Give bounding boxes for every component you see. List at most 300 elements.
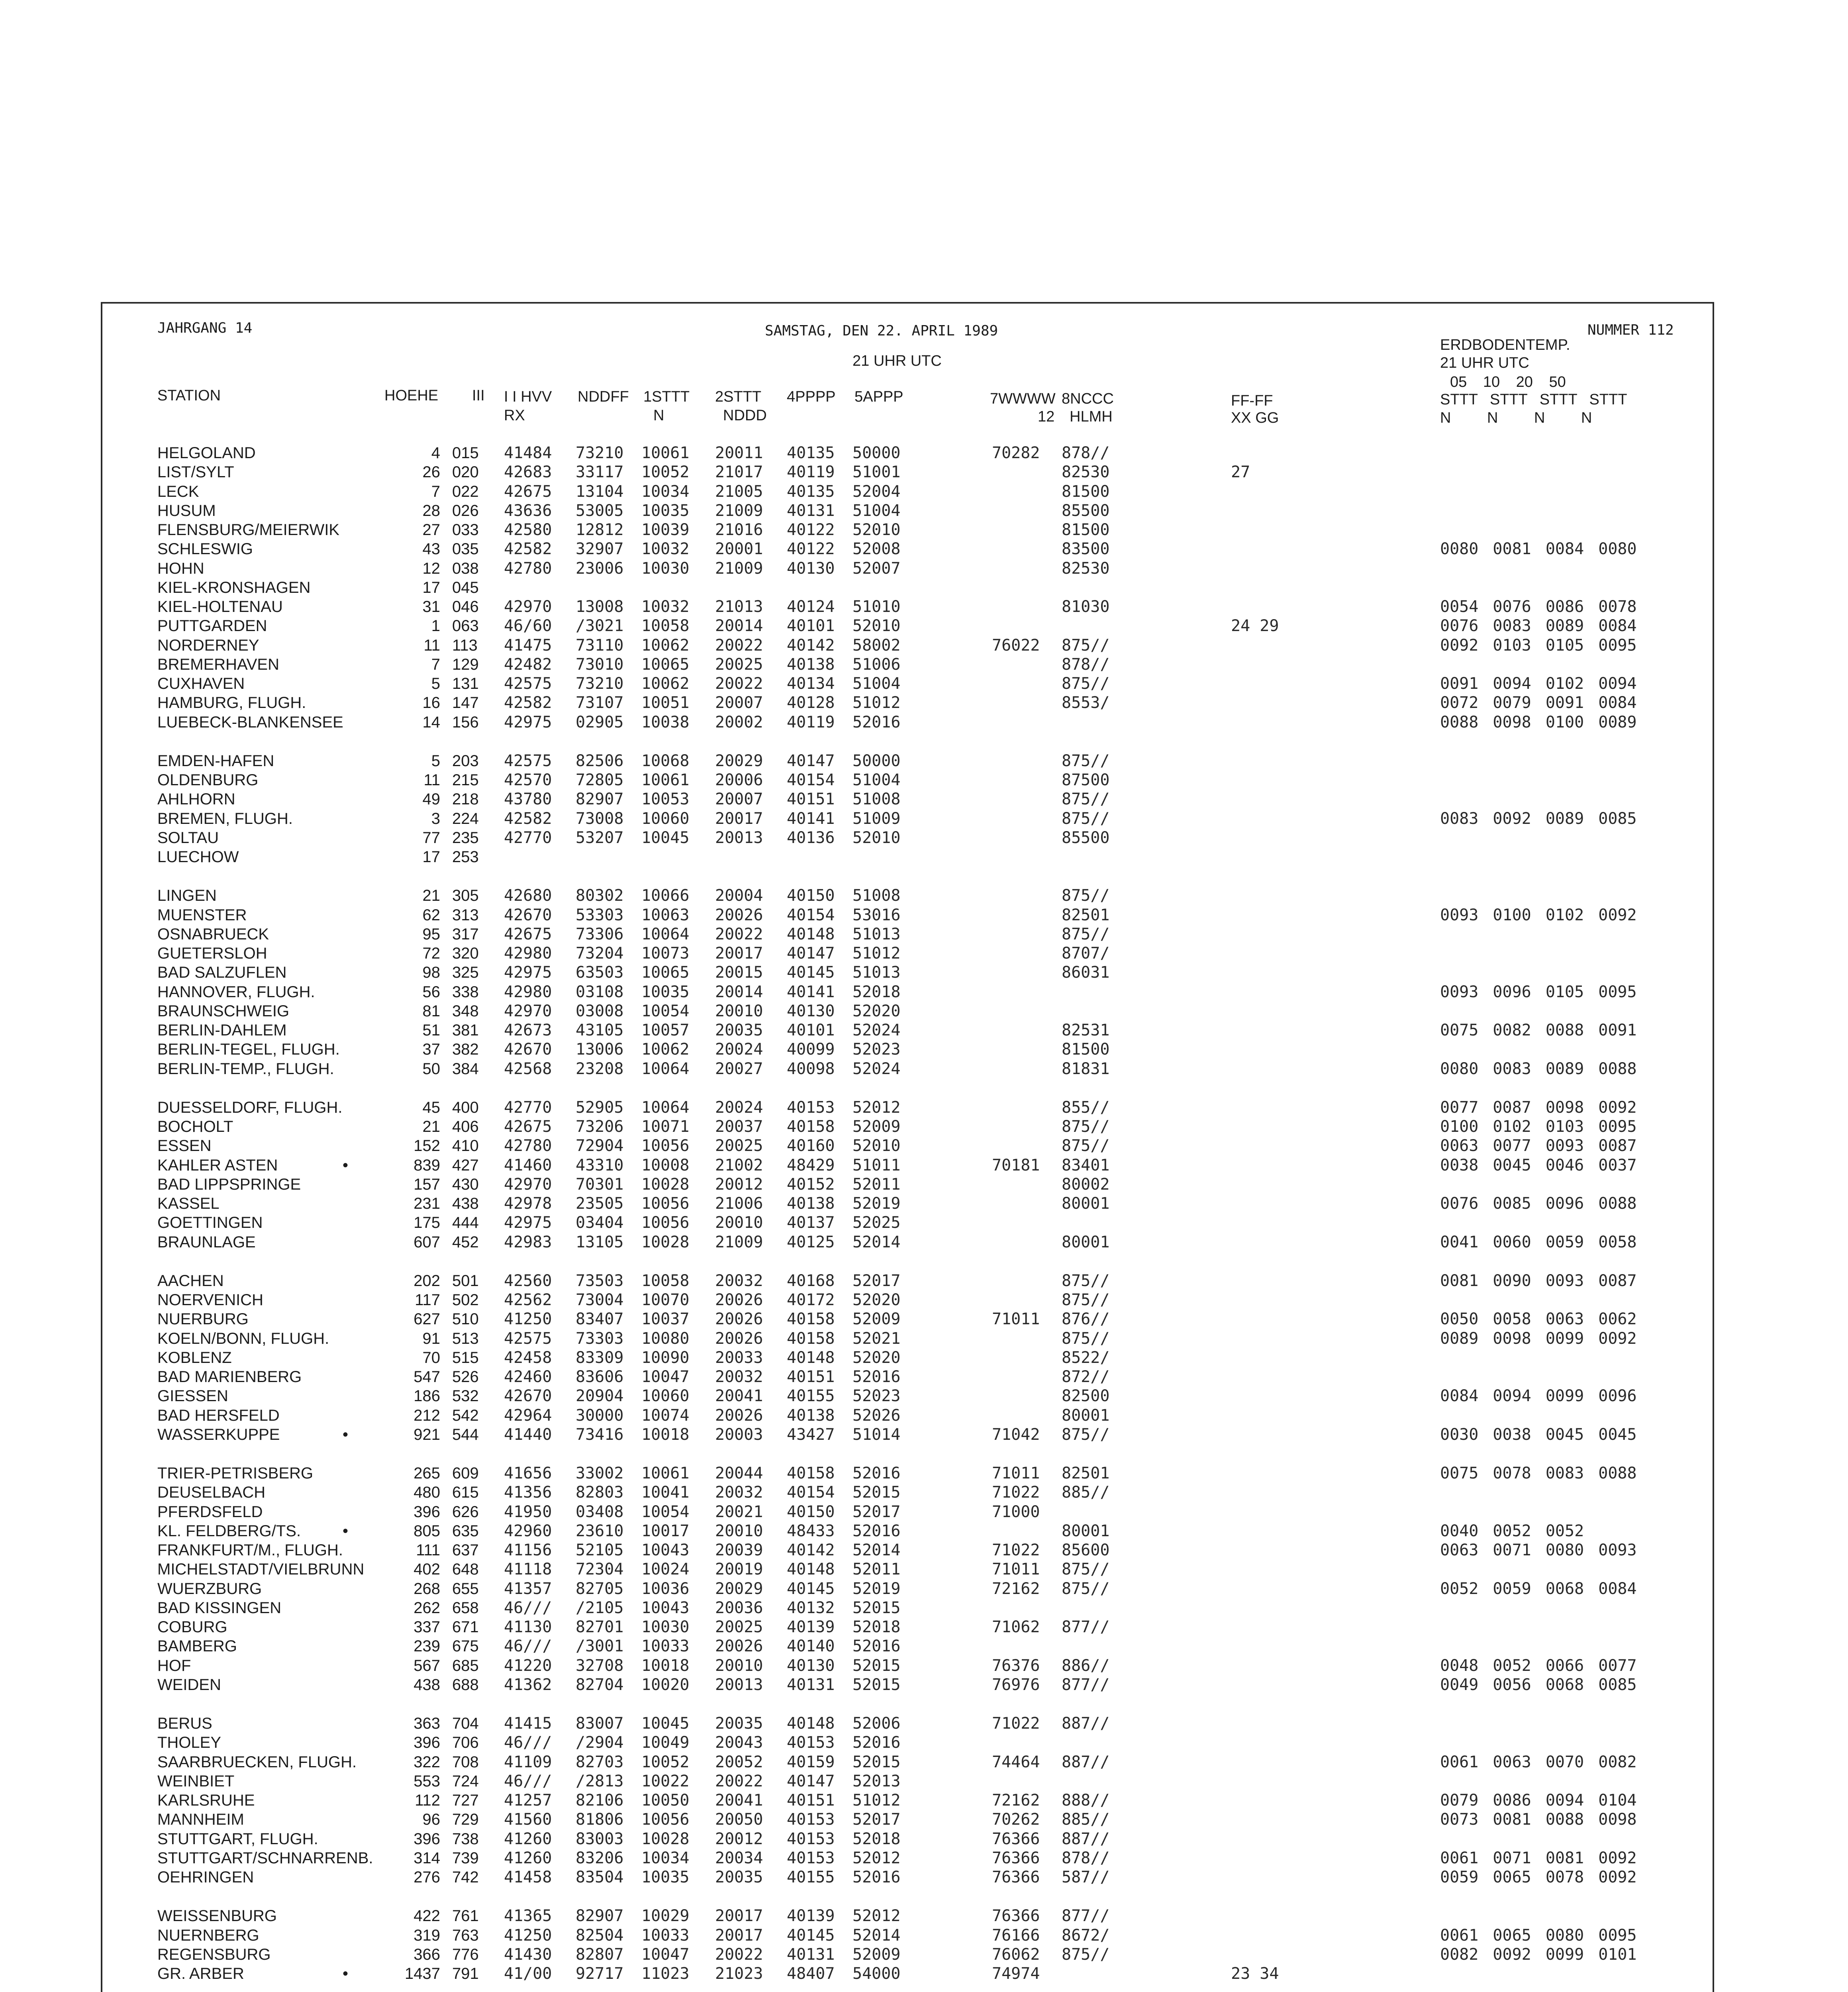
group-5-value: 43427 (787, 1425, 835, 1444)
group-5-value: 40158 (787, 1310, 835, 1329)
table-row (0, 1753, 1848, 1772)
group-5-value: 40151 (787, 1791, 835, 1810)
table-row (0, 1021, 1848, 1040)
soil-temperature-value: 0072 0079 0091 0084 (1440, 694, 1637, 712)
station-name: NUERNBERG (157, 1926, 259, 1944)
station-number: 320 (452, 945, 479, 962)
station-height: 202 (413, 1272, 440, 1290)
mountain-station-marker: • (343, 1425, 349, 1443)
group-5-value: 40154 (787, 1483, 835, 1502)
soil-temperature-value: 0077 0087 0098 0092 (1440, 1098, 1637, 1117)
station-height: 396 (413, 1734, 440, 1752)
station-name: HOF (157, 1657, 191, 1674)
table-row (0, 925, 1848, 944)
table-row (0, 1618, 1848, 1637)
group-6-value: 53016 (852, 906, 901, 924)
table-row (0, 443, 1848, 463)
group-8-value: 875// (1062, 1425, 1110, 1444)
station-height: 11 (423, 636, 440, 654)
table-row (0, 463, 1848, 482)
group-4-value: 21013 (715, 598, 763, 616)
group-2-value: 82803 (576, 1483, 624, 1502)
col-8-bottom: HLMH (1070, 408, 1113, 425)
group-8-value: 885// (1062, 1810, 1110, 1829)
station-number: 544 (452, 1425, 479, 1443)
station-number: 382 (452, 1041, 479, 1059)
group-4-value: 20029 (715, 1579, 763, 1598)
station-name: GUETERSLOH (157, 945, 267, 962)
group-6-value: 52009 (852, 1118, 901, 1136)
station-name: BERLIN-TEMP., FLUGH. (157, 1060, 334, 1078)
table-row (0, 1040, 1848, 1059)
group-6-value: 51006 (852, 655, 901, 674)
group-7-value: 74464 (992, 1753, 1040, 1771)
group-1-value: 42780 (504, 559, 552, 578)
group-1-value: 42570 (504, 771, 552, 789)
group-2-value: 63503 (576, 963, 624, 982)
group-3-value: 10052 (641, 463, 690, 482)
group-1-value: 41460 (504, 1156, 552, 1174)
group-3-value: 10032 (641, 540, 690, 559)
group-6-value: 52016 (852, 1368, 901, 1386)
group-5-value: 40158 (787, 1329, 835, 1348)
group-5-value: 40124 (787, 598, 835, 616)
station-name: OLDENBURG (157, 771, 259, 789)
station-name: BAMBERG (157, 1637, 237, 1655)
group-1-value: 41257 (504, 1791, 552, 1810)
table-row (0, 520, 1848, 539)
group-4-value: 20022 (715, 1772, 763, 1790)
group-7-value: 71062 (992, 1618, 1040, 1636)
group-3-value: 10061 (641, 1464, 690, 1482)
table-row (0, 693, 1848, 712)
group-5-value: 40145 (787, 1579, 835, 1598)
station-height: 480 (413, 1484, 440, 1502)
group-5-value: 40154 (787, 771, 835, 789)
table-row (0, 1964, 1848, 1983)
group-1-value: 42975 (504, 963, 552, 982)
group-8-value: 875// (1062, 886, 1110, 905)
table-row (0, 1906, 1848, 1925)
table-row (0, 1772, 1848, 1791)
group-4-value: 20003 (715, 1425, 763, 1444)
issue-number: NUMMER 112 (1587, 322, 1674, 338)
group-5-value: 40101 (787, 617, 835, 635)
group-2-value: 13105 (576, 1233, 624, 1251)
station-name: NORDERNEY (157, 636, 259, 654)
station-height: 28 (422, 502, 440, 520)
group-1-value: 41357 (504, 1579, 552, 1598)
group-2-value: 73110 (576, 636, 624, 655)
soil-temperature-value: 0076 0085 0096 0088 (1440, 1194, 1637, 1213)
group-8-value: 85500 (1062, 501, 1110, 520)
group-1-value: 41356 (504, 1483, 552, 1502)
group-8-value: 81500 (1062, 482, 1110, 501)
group-3-value: 10030 (641, 559, 690, 578)
group-8-value: 81831 (1062, 1059, 1110, 1078)
group-3-value: 10047 (641, 1368, 690, 1386)
group-3-value: 10018 (641, 1656, 690, 1675)
group-2-value: 33117 (576, 463, 624, 482)
col-4-top: 2STTT (715, 388, 762, 405)
group-5-value: 40099 (787, 1040, 835, 1059)
group-4-value: 20044 (715, 1464, 763, 1482)
table-row (0, 1059, 1848, 1078)
group-3-value: 10022 (641, 1772, 690, 1790)
group-1-value: 41220 (504, 1656, 552, 1675)
group-3-value: 10037 (641, 1310, 690, 1329)
group-3-value: 10061 (641, 771, 690, 789)
station-number: 033 (452, 521, 479, 539)
group-8-value: 80001 (1062, 1406, 1110, 1425)
group-6-value: 50000 (852, 751, 901, 770)
group-3-value: 10035 (641, 982, 690, 1001)
table-row (0, 1464, 1848, 1483)
group-5-value: 40158 (787, 1118, 835, 1136)
table-row (0, 1521, 1848, 1541)
group-7-value: 76366 (992, 1829, 1040, 1848)
group-6-value: 51009 (852, 809, 901, 828)
group-5-value: 40139 (787, 1618, 835, 1636)
group-3-value: 10033 (641, 1637, 690, 1656)
soil-temperature-value: 0092 0103 0105 0095 (1440, 636, 1637, 655)
station-name: LUECHOW (157, 848, 239, 866)
soil-temperature-value: 0061 0071 0081 0092 (1440, 1849, 1637, 1867)
table-row (0, 1386, 1848, 1406)
group-2-value: 30000 (576, 1406, 624, 1425)
group-1-value: 42670 (504, 906, 552, 924)
station-height: 112 (415, 1792, 440, 1809)
group-6-value: 52020 (852, 1291, 901, 1309)
soil-temperature-value: 0080 0081 0084 0080 (1440, 540, 1637, 559)
group-2-value: 73107 (576, 694, 624, 712)
station-height: 14 (422, 713, 440, 731)
group-3-value: 10058 (641, 1271, 690, 1290)
station-name: AACHEN (157, 1272, 224, 1290)
group-6-value: 52015 (852, 1483, 901, 1502)
group-8-value: 82530 (1062, 463, 1110, 482)
group-4-value: 20025 (715, 655, 763, 674)
group-5-value: 40135 (787, 444, 835, 462)
group-4-value: 20034 (715, 1849, 763, 1867)
group-1-value: 46/// (504, 1637, 552, 1656)
group-5-value: 40142 (787, 636, 835, 655)
table-row (0, 713, 1848, 732)
group-2-value: 23208 (576, 1059, 624, 1078)
station-number: 738 (452, 1830, 479, 1848)
group-1-value: 42780 (504, 1137, 552, 1155)
table-row (0, 1926, 1848, 1945)
soil-temperature-value: 0054 0076 0086 0078 (1440, 598, 1637, 616)
station-name: BERLIN-TEGEL, FLUGH. (157, 1041, 340, 1059)
station-height: 396 (413, 1503, 440, 1521)
table-row (0, 1136, 1848, 1155)
group-2-value: 73204 (576, 944, 624, 963)
table-row (0, 1348, 1848, 1367)
station-number: 325 (452, 964, 479, 982)
station-name: BREMERHAVEN (157, 655, 279, 673)
station-height: 72 (422, 945, 440, 962)
station-height: 396 (413, 1830, 440, 1848)
station-height: 337 (413, 1618, 440, 1636)
group-2-value: 43310 (576, 1156, 624, 1174)
table-row (0, 1675, 1848, 1694)
table-row (0, 1271, 1848, 1290)
group-4-value: 20022 (715, 674, 763, 693)
col-3-bottom: N (653, 407, 664, 424)
station-name: LINGEN (157, 887, 217, 905)
group-3-value: 10036 (641, 1579, 690, 1598)
col-9-top: FF-FF (1231, 392, 1273, 409)
group-2-value: 82907 (576, 790, 624, 809)
group-5-value: 40145 (787, 963, 835, 982)
station-name: MANNHEIM (157, 1811, 244, 1829)
group-6-value: 51011 (852, 1156, 901, 1174)
group-4-value: 20050 (715, 1810, 763, 1829)
group-2-value: 32708 (576, 1656, 624, 1675)
group-2-value: 43105 (576, 1021, 624, 1039)
group-1-value: 41118 (504, 1560, 552, 1579)
group-3-value: 10056 (641, 1810, 690, 1829)
station-number: 724 (452, 1772, 479, 1790)
group-4-value: 20025 (715, 1618, 763, 1636)
group-8-value: 81030 (1062, 598, 1110, 616)
group-1-value: 41950 (504, 1502, 552, 1521)
station-name: KOBLENZ (157, 1349, 232, 1367)
station-height: 91 (422, 1329, 440, 1347)
station-height: 805 (413, 1522, 440, 1540)
soil-temperature-value: 0093 0096 0105 0095 (1440, 982, 1637, 1001)
group-2-value: 83504 (576, 1868, 624, 1886)
group-5-value: 40142 (787, 1541, 835, 1559)
group-4-value: 20011 (715, 444, 763, 462)
station-name: SOLTAU (157, 829, 219, 847)
station-name: WASSERKUPPE (157, 1425, 280, 1443)
station-name: KL. FELDBERG/TS. (157, 1522, 301, 1540)
group-1-value: 41656 (504, 1464, 552, 1482)
group-1-value: 41475 (504, 636, 552, 655)
group-7-value: 70282 (992, 444, 1040, 462)
group-6-value: 51013 (852, 963, 901, 982)
group-7-value: 71022 (992, 1483, 1040, 1502)
station-name: HELGOLAND (157, 444, 256, 462)
col-1-top: I I HVV (504, 388, 552, 405)
col-3-top: 1STTT (643, 388, 690, 405)
group-4-value: 20035 (715, 1868, 763, 1886)
station-number: 338 (452, 983, 479, 1001)
group-2-value: 73008 (576, 809, 624, 828)
station-number: 215 (452, 771, 479, 789)
group-4-value: 21009 (715, 559, 763, 578)
station-name: CUXHAVEN (157, 675, 245, 692)
group-5-value: 40151 (787, 790, 835, 809)
group-7-value: 70262 (992, 1810, 1040, 1829)
group-8-value: 878// (1062, 444, 1110, 462)
station-number: 452 (452, 1233, 479, 1251)
group-8-value: 82530 (1062, 559, 1110, 578)
station-name: OSNABRUECK (157, 925, 269, 943)
station-number: 510 (452, 1310, 479, 1328)
station-height: 319 (413, 1926, 440, 1944)
mountain-station-marker: • (343, 1522, 349, 1540)
group-5-value: 40130 (787, 1002, 835, 1020)
station-height: 607 (413, 1233, 440, 1251)
station-height: 262 (413, 1599, 440, 1617)
station-name: STUTTGART, FLUGH. (157, 1830, 318, 1848)
table-row (0, 501, 1848, 520)
group-1-value: 42582 (504, 809, 552, 828)
group-4-value: 20052 (715, 1753, 763, 1771)
station-name: NUERBURG (157, 1310, 249, 1328)
group-2-value: 73503 (576, 1271, 624, 1290)
group-2-value: 13104 (576, 482, 624, 501)
table-row (0, 674, 1848, 693)
station-number: 438 (452, 1195, 479, 1212)
group-6-value: 52011 (852, 1175, 901, 1194)
station-height: 231 (413, 1195, 440, 1212)
group-4-value: 20035 (715, 1714, 763, 1733)
station-height: 212 (413, 1406, 440, 1424)
group-8-value: 80001 (1062, 1233, 1110, 1251)
station-number: 045 (452, 578, 479, 596)
group-8-value: 875// (1062, 751, 1110, 770)
group-4-value: 20025 (715, 1137, 763, 1155)
group-2-value: 12812 (576, 521, 624, 539)
group-6-value: 52023 (852, 1387, 901, 1406)
soil-temperature-value: 0088 0098 0100 0089 (1440, 713, 1637, 731)
station-height: 21 (422, 887, 440, 905)
group-8-value: 872// (1062, 1368, 1110, 1386)
group-4-value: 21009 (715, 501, 763, 520)
table-row (0, 963, 1848, 982)
group-6-value: 52012 (852, 1849, 901, 1867)
col-station: STATION (157, 387, 221, 404)
col-5-top: 4PPPP (787, 388, 836, 405)
group-8-value: 82531 (1062, 1021, 1110, 1039)
group-6-value: 52016 (852, 713, 901, 731)
group-3-value: 10062 (641, 674, 690, 693)
station-name: BAD LIPPSPRINGE (157, 1175, 301, 1193)
group-1-value: 42482 (504, 655, 552, 674)
table-row (0, 771, 1848, 790)
group-4-value: 20017 (715, 1907, 763, 1925)
group-4-value: 20026 (715, 1406, 763, 1425)
group-1-value: 42575 (504, 1329, 552, 1348)
col-2-top: NDDFF (578, 388, 629, 405)
group-4-value: 20015 (715, 963, 763, 982)
table-row (0, 1098, 1848, 1117)
station-name: AHLHORN (157, 790, 235, 808)
group-4-value: 20036 (715, 1598, 763, 1617)
group-6-value: 52026 (852, 1406, 901, 1425)
group-3-value: 10056 (641, 1194, 690, 1213)
group-4-value: 20022 (715, 925, 763, 943)
group-1-value: 41484 (504, 444, 552, 462)
station-height: 152 (413, 1137, 440, 1155)
station-height: 314 (413, 1849, 440, 1867)
station-number: 203 (452, 752, 479, 770)
group-8-value: 81500 (1062, 521, 1110, 539)
group-6-value: 52014 (852, 1926, 901, 1945)
group-1-value: 42975 (504, 713, 552, 731)
group-6-value: 52004 (852, 482, 901, 501)
group-2-value: 83309 (576, 1348, 624, 1367)
station-number: 542 (452, 1406, 479, 1424)
table-row (0, 1541, 1848, 1560)
group-2-value: 23610 (576, 1521, 624, 1540)
soil-temperature-value: 0083 0092 0089 0085 (1440, 809, 1637, 828)
station-height: 422 (413, 1907, 440, 1925)
group-3-value: 10034 (641, 1849, 690, 1867)
group-1-value: 41250 (504, 1310, 552, 1329)
group-8-value: 85600 (1062, 1541, 1110, 1559)
station-number: 648 (452, 1561, 479, 1578)
table-row (0, 1868, 1848, 1887)
station-number: 761 (452, 1907, 479, 1925)
group-5-value: 40136 (787, 828, 835, 847)
group-6-value: 52021 (852, 1329, 901, 1348)
group-3-value: 10039 (641, 521, 690, 539)
station-height: 98 (422, 964, 440, 982)
station-name: SAARBRUECKEN, FLUGH. (157, 1753, 357, 1771)
group-3-value: 10052 (641, 1753, 690, 1771)
group-2-value: /2813 (576, 1772, 624, 1790)
group-1-value: 42975 (504, 1214, 552, 1232)
station-name: WUERZBURG (157, 1580, 262, 1598)
station-name: BRAUNLAGE (157, 1233, 256, 1251)
station-name: FRANKFURT/M., FLUGH. (157, 1541, 343, 1559)
group-6-value: 51008 (852, 790, 901, 809)
group-1-value: 42673 (504, 1021, 552, 1039)
group-3-value: 10035 (641, 1868, 690, 1886)
group-5-value: 40153 (787, 1829, 835, 1848)
group-3-value: 10050 (641, 1791, 690, 1810)
group-8-value: 875// (1062, 636, 1110, 655)
group-3-value: 10065 (641, 655, 690, 674)
group-2-value: 03404 (576, 1214, 624, 1232)
group-4-value: 20007 (715, 790, 763, 809)
group-4-value: 20013 (715, 1675, 763, 1694)
group-5-value: 40148 (787, 1560, 835, 1579)
group-7-value: 76976 (992, 1675, 1040, 1694)
group-5-value: 40148 (787, 1348, 835, 1367)
group-6-value: 52016 (852, 1733, 901, 1752)
group-1-value: 42675 (504, 1118, 552, 1136)
station-name: PFERDSFELD (157, 1503, 263, 1521)
station-number: 156 (452, 713, 479, 731)
group-2-value: 23006 (576, 559, 624, 578)
group-2-value: 82106 (576, 1791, 624, 1810)
station-name: BREMEN, FLUGH. (157, 810, 293, 827)
group-5-value: 40168 (787, 1271, 835, 1290)
station-height: 37 (422, 1041, 440, 1059)
group-1-value: 41365 (504, 1907, 552, 1925)
group-2-value: /2904 (576, 1733, 624, 1752)
group-5-value: 48433 (787, 1521, 835, 1540)
group-3-value: 10032 (641, 598, 690, 616)
group-6-value: 52015 (852, 1675, 901, 1694)
col-8-top: 8NCCC (1062, 390, 1114, 407)
station-name: KIEL-HOLTENAU (157, 598, 283, 616)
group-2-value: 82504 (576, 1926, 624, 1945)
station-height: 81 (422, 1002, 440, 1020)
station-name: BERLIN-DAHLEM (157, 1021, 287, 1039)
station-name: SCHLESWIG (157, 540, 253, 558)
group-2-value: 82701 (576, 1618, 624, 1636)
station-height: 567 (413, 1657, 440, 1674)
group-8-value: 875// (1062, 790, 1110, 809)
group-1-value: 41260 (504, 1829, 552, 1848)
